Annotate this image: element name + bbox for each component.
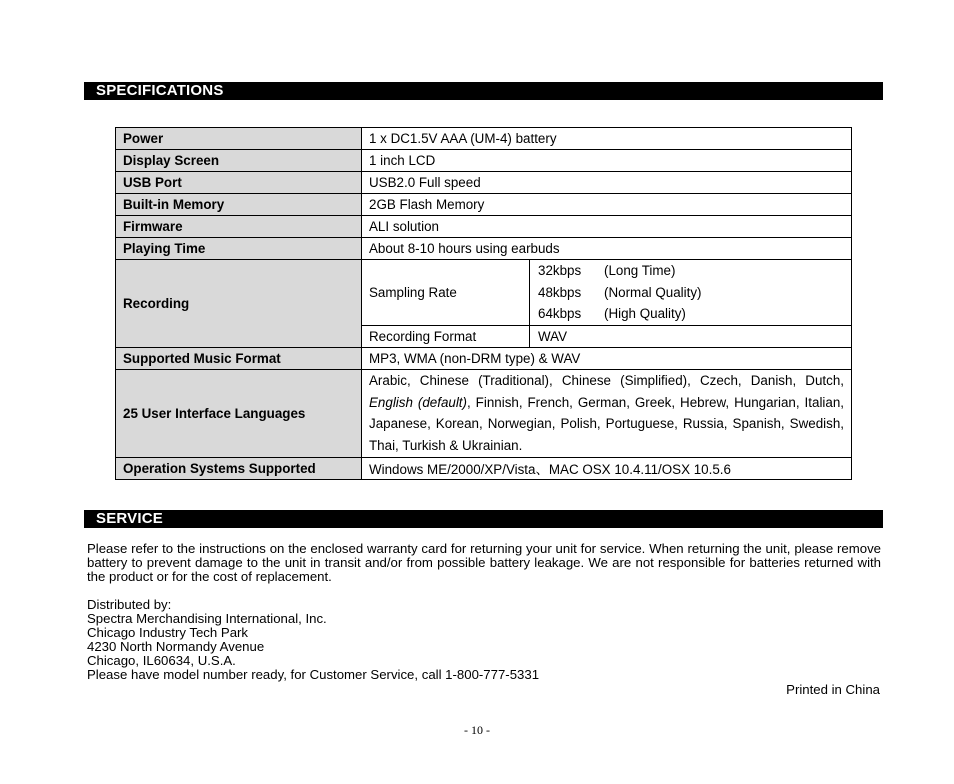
table-row [116,347,852,369]
spec-label: 25 User Interface Languages [116,369,362,457]
rate-line [530,282,851,304]
table-row [116,150,852,172]
table-row [116,128,852,150]
address-line: Chicago Industry Tech Park [87,625,249,640]
recording-format-value: WAV [530,325,852,347]
table-row [116,238,852,260]
spec-label: Power [116,128,362,150]
spec-label: Operation Systems Supported [116,457,362,479]
spec-value: About 8-10 hours using earbuds [362,238,852,260]
rate-quality: (High Quality) [604,306,686,322]
address-line: Distributed by: [87,597,172,612]
table-row [116,194,852,216]
spec-value: 1 inch LCD [362,150,852,172]
spec-value: ALI solution [362,216,852,238]
table-row [116,457,852,479]
spec-value: 1 x DC1.5V AAA (UM-4) battery [362,128,852,150]
address-line: Chicago, IL60634, U.S.A. [87,653,236,668]
address-line: 4230 North Normandy Avenue [87,639,265,654]
rate-value: 64kbps [538,306,582,322]
spec-label: Firmware [116,216,362,238]
printed-in-note: Printed in China [786,682,880,697]
spec-label: Display Screen [116,150,362,172]
spec-label: Supported Music Format [116,347,362,369]
sampling-rate-label: Sampling Rate [362,260,530,326]
spec-label: USB Port [116,172,362,194]
languages-text-default: English (default) [369,394,467,410]
spec-label-recording: Recording [116,260,362,348]
table-row [116,260,852,326]
spec-value: Windows ME/2000/XP/Vista、MAC OSX 10.4.11/OSX 10.5.6 [362,457,852,479]
specifications-heading: SPECIFICATIONS [84,82,883,100]
spec-value: 2GB Flash Memory [362,194,852,216]
recording-format-label: Recording Format [362,325,530,347]
languages-text-post: , Finnish, French, German, Greek, Hebrew, Hungarian, Italian, Japanese, Korean, Norwegian, Polish, Portuguese, Russia, Spanish, Swedish, Thai, Turkish & Ukrainian. [369,394,845,454]
spec-label: Built-in Memory [116,194,362,216]
rate-quality: (Normal Quality) [604,284,702,300]
rate-line [530,260,851,282]
address-line: Spectra Merchandising International, Inc. [87,611,327,626]
distributor-address [87,598,539,682]
table-row [116,369,852,457]
languages-text-pre: Arabic, Chinese (Traditional), Chinese (Simplified), Czech, Danish, Dutch, [369,372,844,388]
rate-value: 48kbps [538,284,582,300]
spec-label: Playing Time [116,238,362,260]
spec-value: USB2.0 Full speed [362,172,852,194]
customer-service-line: Please have model number ready, for Customer Service, call 1-800-777-5331 [87,667,540,682]
languages-value [362,369,852,457]
sampling-rate-values [530,260,852,326]
rate-quality: (Long Time) [604,263,676,278]
service-heading: SERVICE [84,510,883,528]
table-row [116,172,852,194]
rate-line [530,303,851,325]
table-row [116,216,852,238]
page-number: - 10 - [464,723,490,737]
spec-value: MP3, WMA (non-DRM type) & WAV [362,347,852,369]
rate-value: 32kbps [538,263,582,278]
specifications-table [115,127,852,480]
service-paragraph: Please refer to the instructions on the enclosed warranty card for returning your unit for service. When returning the unit, please remove battery to prevent damage to the unit in transit and/or from possible battery leakage. We are not responsible for batteries returned with the product or for the cost of replacement. [87,541,881,584]
